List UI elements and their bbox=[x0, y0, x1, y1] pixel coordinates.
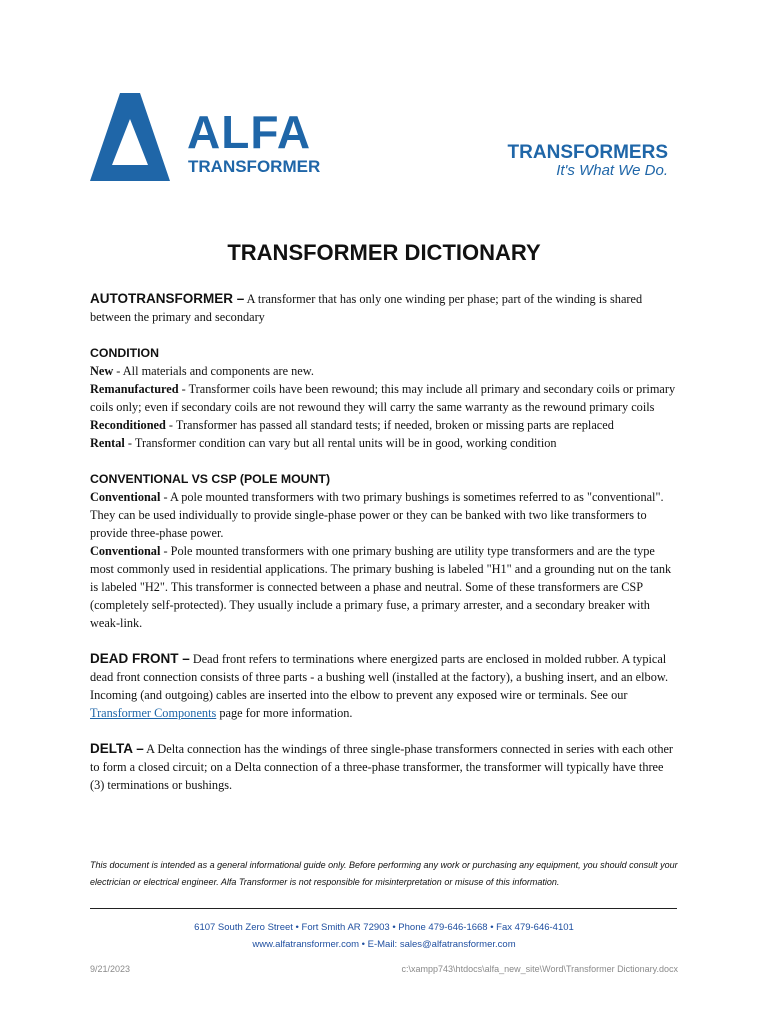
definition-item bbox=[90, 416, 680, 434]
footer-file-path: c:\xampp743\htdocs\alfa_new_site\Word\Transformer Dictionary.docx bbox=[401, 964, 678, 974]
tagline bbox=[508, 143, 668, 179]
item-text: - Transformer condition can vary but all rental units will be in good, working condition bbox=[124, 436, 557, 450]
item-term: Remanufactured bbox=[90, 382, 179, 396]
definition-item bbox=[90, 380, 680, 416]
alfa-logo-mark-icon bbox=[90, 93, 170, 181]
definition-item bbox=[90, 542, 680, 632]
document-title: TRANSFORMER DICTIONARY bbox=[227, 240, 541, 265]
footer-divider bbox=[90, 908, 677, 909]
footer-date: 9/21/2023 bbox=[90, 964, 131, 974]
footer-web-email: www.alfatransformer.com • E-Mail: sales@alfatransformer.com bbox=[252, 939, 516, 950]
entry-term: AUTOTRANSFORMER – bbox=[90, 291, 245, 306]
entry-term: DELTA – bbox=[90, 741, 144, 756]
item-term: Conventional bbox=[90, 544, 161, 558]
section-heading: CONVENTIONAL VS CSP (POLE MOUNT) bbox=[90, 472, 331, 486]
entry-definition: Dead front refers to terminations where energized parts are enclosed in molded rubber. A typical dead front connection consists of three parts - a bushing well (installed at the factory), a bushing insert, and an elbow. Incoming (and outgoing) cables are inserted into the elbow to prevent any exposed wire or terminals. See our bbox=[90, 652, 669, 702]
item-text: - Transformer has passed all standard tests; if needed, broken or missing parts are replaced bbox=[165, 418, 614, 432]
entry-autotransformer bbox=[90, 290, 680, 326]
alfa-logo bbox=[90, 93, 320, 183]
item-term: Conventional bbox=[90, 490, 161, 504]
item-text: - Transformer coils have been rewound; this may include all primary and secondary coils or primary coils only; even if secondary coils are not rewound they will carry the same warranty as the rewound primary coils bbox=[90, 382, 676, 414]
tagline-brand: TRANSFORMERS bbox=[507, 142, 668, 163]
definition-item bbox=[90, 434, 680, 452]
item-text: - Pole mounted transformers with one primary bushing are utility type transformers and are the type most commonly used in residential applications. The primary bushing is labeled "H1" and a grounding nut on the tank is labeled "H2". This transformer is connected between a phase and neutral. Some of these transformers are CSP (completely self-protected). They usually include a primary fuse, a primary arrester, and a secondary breaker with weak-link. bbox=[90, 544, 672, 630]
item-term: Reconditioned bbox=[90, 418, 166, 432]
entry-conventional-vs-csp bbox=[90, 470, 680, 632]
entry-definition: A transformer that has only one winding per phase; part of the winding is shared between the primary and secondary bbox=[90, 292, 643, 324]
transformer-components-link[interactable]: Transformer Components bbox=[90, 706, 217, 720]
logo-name: ALFA bbox=[187, 106, 312, 158]
logo-subtitle: TRANSFORMER bbox=[188, 157, 321, 176]
entry-definition: A Delta connection has the windings of three single-phase transformers connected in series with each other to form a closed circuit; on a Delta connection of a three-phase transformer, the transformer will typically have three (3) terminations or bushings. bbox=[90, 742, 674, 792]
section-heading: CONDITION bbox=[90, 346, 159, 360]
item-text: - All materials and components are new. bbox=[113, 364, 314, 378]
entry-dead-front bbox=[90, 650, 680, 722]
entry-condition bbox=[90, 344, 680, 452]
footer-contact bbox=[0, 919, 768, 953]
item-term: Rental bbox=[90, 436, 125, 450]
dictionary-content bbox=[90, 290, 680, 812]
definition-item bbox=[90, 362, 680, 380]
footer-address: 6107 South Zero Street • Fort Smith AR 72903 • Phone 479-646-1668 • Fax 479-646-4101 bbox=[194, 922, 574, 933]
disclaimer: This document is intended as a general informational guide only. Before performing any work or purchasing any equipment, you should consult your electrician or electrical engineer. Alfa Transformer is not responsible for misinterpretation or misuse of this information. bbox=[90, 860, 678, 887]
entry-definition-end: page for more information. bbox=[216, 706, 353, 720]
item-text: - A pole mounted transformers with two primary bushings is sometimes referred to as "conventional". They can be used individually to provide single-phase power or they can be banked with two like transformers to provide three-phase power. bbox=[90, 490, 664, 540]
definition-item bbox=[90, 488, 680, 542]
item-term: New bbox=[90, 364, 114, 378]
entry-term: DEAD FRONT – bbox=[90, 651, 190, 666]
entry-delta bbox=[90, 740, 680, 794]
tagline-slogan: It's What We Do. bbox=[556, 162, 668, 179]
